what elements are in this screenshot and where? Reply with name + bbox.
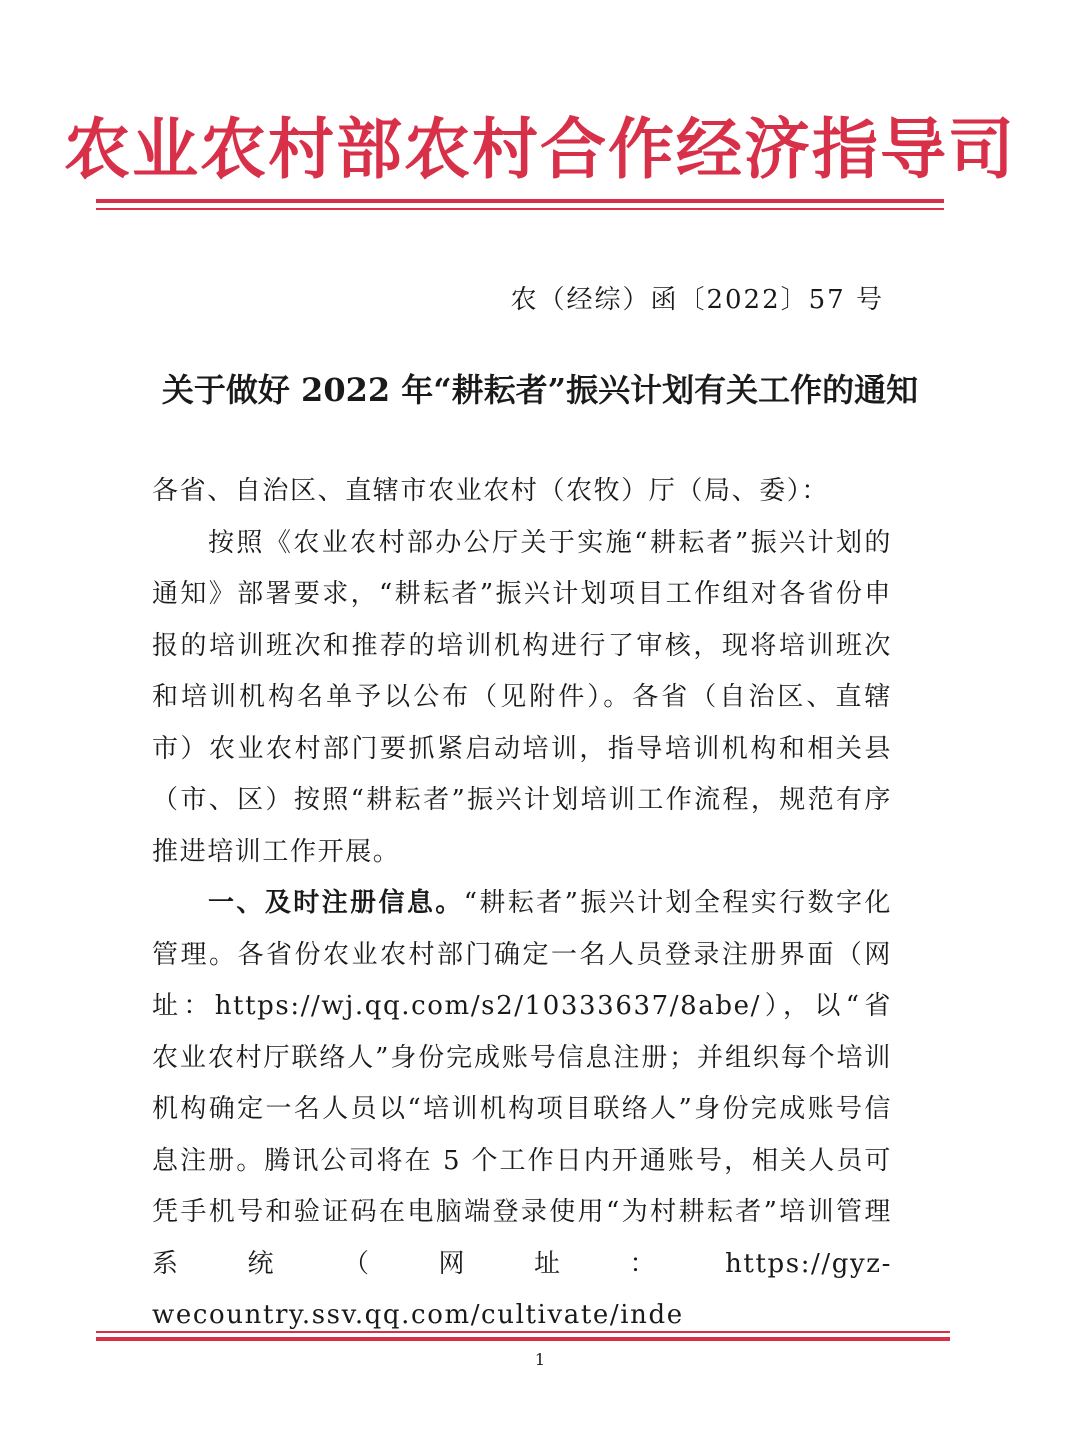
paragraph-intro: 按照《农业农村部办公厅关于实施“耕耘者”振兴计划的通知》部署要求，“耕耘者”振兴计划项目工作组对各省份申报的培训班次和推荐的培训机构进行了审核，现将培训班次和培训机构名单予以公布（见附件）。各省（自治区、直辖市）农业农村部门要抓紧启动培训，指导培训机构和相关县（市、区）按照“耕耘者”振兴计划培训工作流程，规范有序推进培训工作开展。 [152, 527, 892, 867]
section-1-heading: 一、及时注册信息。 [208, 888, 464, 918]
document-number: 农（经综）函〔2022〕57 号 [510, 285, 884, 315]
letterhead-rule-thin [96, 208, 944, 210]
letterhead-rule-thick [96, 199, 944, 203]
page-number: 1 [534, 1350, 546, 1369]
section-1-paragraph [152, 878, 892, 1342]
document-title: 关于做好 2022 年“耕耘者”振兴计划有关工作的通知 [161, 371, 919, 409]
letterhead-title: 农业农村部农村合作经济指导司 [64, 111, 1016, 188]
document-body [152, 466, 892, 1342]
section-1-text: “耕耘者”振兴计划全程实行数字化管理。各省份农业农村部门确定一名人员登录注册界面（网址：https://wj.qq.com/s2/10333637/8abe/），以“省农业农村厅联络人”身份完成账号信息注册；并组织每个培训机构确定一名人员以“培训机构项目联络人”身份完成账号信息注册。腾讯公司将在 5 个工作日内开通账号，相关人员可凭手机号和验证码在电脑端登录使用“为村耕耘者”培训管理系统（网址：https://gyz-wecountry.ssv.qq.com/cultivate/inde [152, 888, 893, 1330]
footer-rule-thin [96, 1331, 950, 1333]
footer-rule-thick [96, 1337, 950, 1341]
salutation: 各省、自治区、直辖市农业农村（农牧）厅（局、委）： [152, 476, 830, 506]
